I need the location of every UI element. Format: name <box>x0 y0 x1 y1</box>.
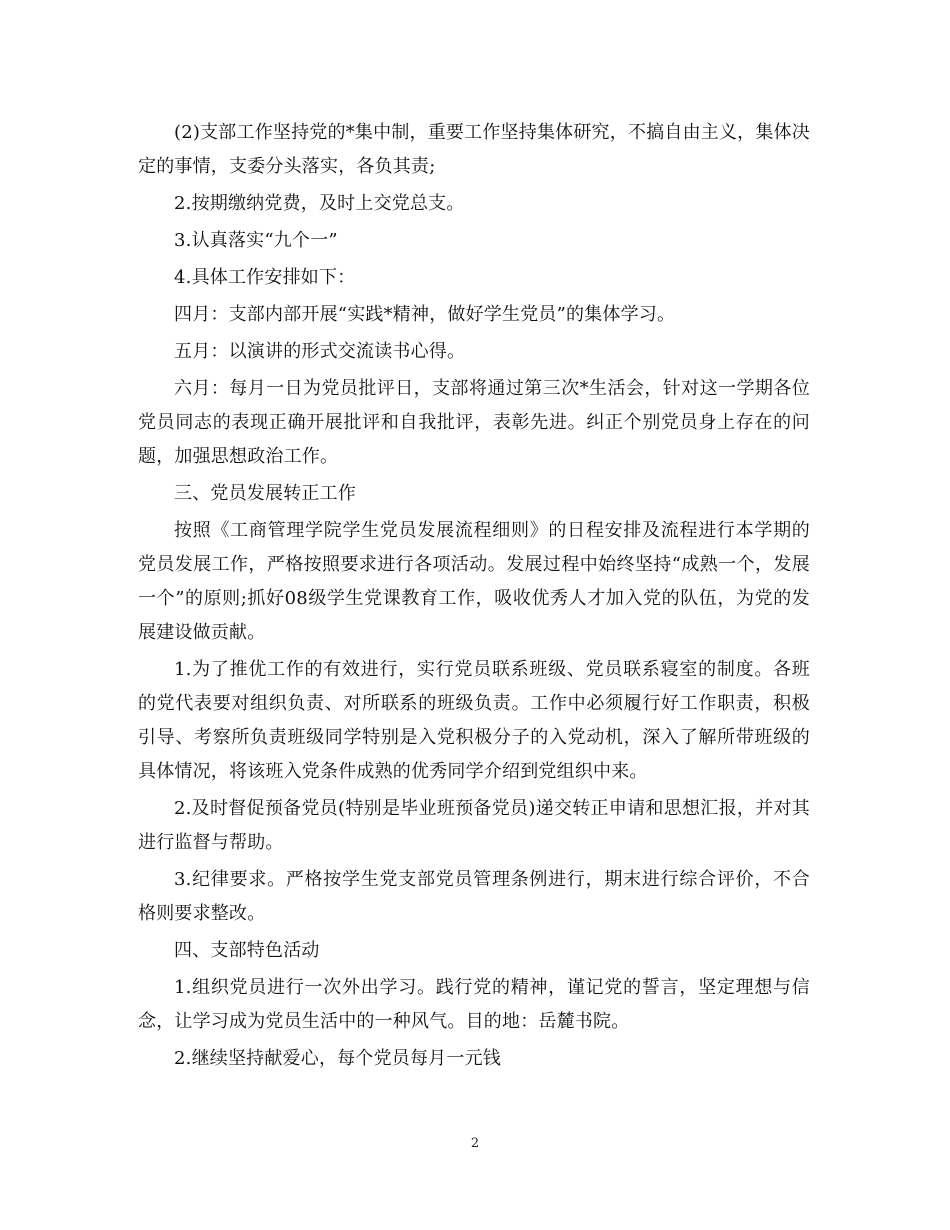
section-heading-member-development: 三、党员发展转正工作 <box>174 483 356 504</box>
paragraph-democratic-centralism: (2)支部工作坚持党的*集中制，重要工作坚持集体研究，不搞自由主义，集体决定的事情，支委分头落实，各负其责; <box>138 122 810 177</box>
section-heading-special-activities: 四、支部特色活动 <box>174 940 320 961</box>
paragraph-nine-ones: 3.认真落实“九个一” <box>174 230 338 251</box>
paragraph-work-schedule: 4.具体工作安排如下： <box>174 267 356 288</box>
paragraph-april: 四月：支部内部开展“实践*精神，做好学生党员”的集体学习。 <box>174 304 676 325</box>
paragraph-probationary-members: 2.及时督促预备党员(特别是毕业班预备党员)递交转正申请和思想汇报，并对其进行监督与帮助。 <box>138 798 810 853</box>
paragraph-discipline: 3.纪律要求。严格按学生党支部党员管理条例进行，期末进行综合评价，不合格则要求整改。 <box>138 869 810 924</box>
document-body <box>138 116 810 1079</box>
paragraph-study-trip: 1.组织党员进行一次外出学习。践行党的精神，谨记党的誓言，坚定理想与信念，让学习成为党员生活中的一种风气。目的地：岳麓书院。 <box>138 977 810 1032</box>
paragraph-recommendation-work: 1.为了推优工作的有效进行，实行党员联系班级、党员联系寝室的制度。各班的党代表要对组织负责、对所联系的班级负责。工作中必须履行好工作职责，积极引导、考察所负责班级同学特别是入党积极分子的入党动机，深入了解所带班级的具体情况，将该班入党条件成熟的优秀同学介绍到党组织中来。 <box>138 659 810 782</box>
paragraph-development-process: 按照《工商管理学院学生党员发展流程细则》的日程安排及流程进行本学期的党员发展工作，严格按照要求进行各项活动。发展过程中始终坚持“成熟一个，发展一个”的原则;抓好08级学生党课教育工作，吸收优秀人才加入党的队伍，为党的发展建设做贡献。 <box>138 520 810 643</box>
paragraph-charity: 2.继续坚持献爱心，每个党员每月一元钱 <box>174 1048 501 1069</box>
paragraph-june: 六月：每月一日为党员批评日，支部将通过第三次*生活会，针对这一学期各位党员同志的表现正确开展批评和自我批评，表彰先进。纠正个别党员身上存在的问题，加强思想政治工作。 <box>138 378 810 467</box>
page-number: 2 <box>470 1136 480 1151</box>
paragraph-may: 五月：以演讲的形式交流读书心得。 <box>174 341 466 362</box>
paragraph-party-dues: 2.按期缴纳党费，及时上交党总支。 <box>174 193 465 214</box>
